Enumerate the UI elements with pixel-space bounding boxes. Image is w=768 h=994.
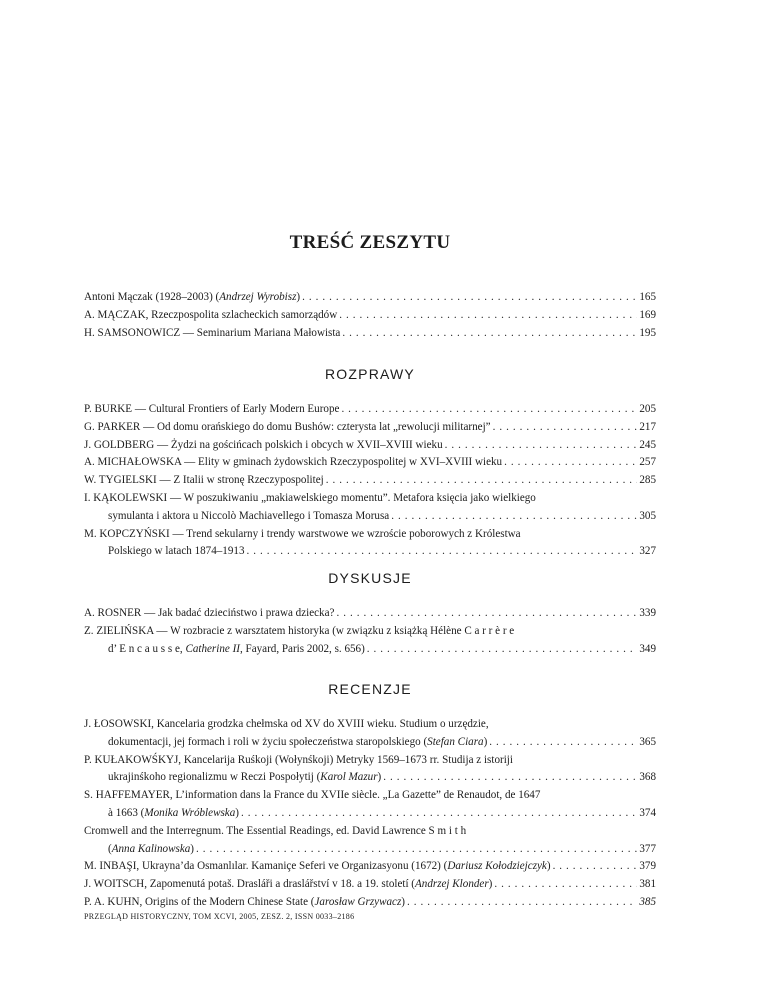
text-segment: ) [235,806,239,819]
toc-entry-line [84,508,656,526]
text-segment: W. TYGIELSKI — Z Italii w stronę Rzeczypospolitej [84,474,324,487]
text-segment: A. MĄCZAK, Rzeczpospolita szlacheckich samorządów [84,308,338,321]
reviewer-name: Jarosław Grzywacz [314,895,402,908]
toc-page [84,0,656,994]
toc-entry-text [84,526,521,544]
toc-entry-line [84,841,656,859]
text-segment: Cromwell and the Interregnum. The Essential Readings, ed. David Lawrence S m i t h [84,824,467,837]
toc-entry-line [84,401,656,419]
toc-entry[interactable] [84,894,656,912]
toc-entry-text [84,752,513,770]
page-number: 327 [639,545,656,558]
reviewer-name: Andrzej Wyrobisz [219,291,297,303]
toc-entry-text [84,325,340,343]
dot-leader [342,325,637,343]
text-segment: I. KĄKOLEWSKI — W poszukiwaniu „makiawelskiego momentu”. Metafora księcia jako wielkiego [84,491,536,504]
text-segment: ) [377,771,382,784]
page-number: 379 [639,860,656,873]
dot-leader [553,858,638,876]
toc-entry-text [84,623,514,641]
dot-leader [407,894,637,912]
toc-entry-line [84,325,656,343]
text-segment: dokumentacji, jej formach i roli w życiu społeczeństwa staropolskiego ( [108,735,428,748]
toc-entry-text [84,454,502,472]
text-segment: Z. ZIELIŃSKA — W rozbracie z warsztatem historyka (w związku z książką Hélène C a r r è r e [84,624,515,637]
text-segment: P. BURKE — Cultural Frontiers of Early Modern Europe [84,403,340,415]
toc-entry-line [84,526,656,544]
dot-leader [341,401,637,419]
toc-entry-line [84,454,656,472]
text-segment: A. MICHAŁOWSKA — Elity w gminach żydowskich Rzeczypospolitej w XVI–XVIII wieku [84,456,503,469]
toc-entry[interactable] [84,876,656,894]
reviewer-name: Stefan Ciara [427,735,484,748]
reviewer-name: Monika Wróblewska [144,806,236,819]
text-segment: Antoni Mączak (1928–2003) ( [84,291,220,303]
text-segment: d’ E n c a u s s e, [108,642,186,655]
page-number: 381 [639,878,656,891]
toc-entry-text [84,787,540,805]
toc-entry[interactable] [84,289,656,307]
toc-entry-line [84,769,656,787]
rozprawy-entries [84,401,656,561]
text-segment: S. HAFFEMAYER, L’information dans la France du XVIIe siècle. „La Gazette” de Renaudot, de 1647 [84,789,541,802]
toc-entry-line [84,716,656,734]
toc-entry-text [108,734,487,752]
page-title: TREŚĆ ZESZYTU [289,232,451,253]
toc-entry-text [84,472,324,490]
toc-entry-text [108,543,245,561]
text-segment: à 1663 ( [108,806,145,819]
toc-entry-text [84,401,339,419]
toc-entry-text [108,841,194,859]
dot-leader [302,289,637,307]
text-segment: M. INBAŞI, Ukrayna’da Osmanlılar. Kamaniçe Seferi ve Organizasyonu (1672) ( [84,860,448,873]
text-segment: ) [190,842,194,855]
toc-entry-line [84,472,656,490]
toc-entry-text [108,641,365,659]
dot-leader [383,769,637,787]
toc-entry[interactable] [84,823,656,859]
dot-leader [494,876,637,894]
dot-leader [493,419,638,437]
recenzje-entries [84,716,656,912]
toc-entry-line [84,437,656,455]
toc-entry-text [84,490,536,508]
toc-entry-text [108,769,381,787]
page-number: 195 [639,326,656,339]
text-segment: J. GOLDBERG — Żydzi na gościńcach polskich i obcych w XVII–XVIII wieku [84,438,443,451]
toc-entry-text [84,823,466,841]
section-heading-recenzje: RECENZJE [328,681,412,697]
toc-entry-line [84,289,656,307]
toc-entry-line [84,623,656,641]
text-segment: M. KOPCZYŃSKI — Trend sekularny i trendy warstwowe we wzroście poborowych z Królestwa [84,527,521,540]
dot-leader [445,437,638,455]
page-number: 339 [639,607,656,619]
toc-entry[interactable] [84,490,656,526]
dot-leader [504,454,637,472]
reviewer-name: Anna Kalinowska [111,842,191,855]
reviewer-name: Andrzej Klonder [415,878,489,891]
toc-entry[interactable] [84,858,656,876]
text-segment: ) [483,735,488,748]
dot-leader [489,734,637,752]
reviewer-name: Dariusz Kołodziejczyk [447,860,547,873]
text-segment: J. WOITSCH, Zapomenutá potaš. Draslářі a draslářství v 18. a 19. století ( [84,878,415,891]
toc-entry[interactable] [84,623,656,659]
toc-entry[interactable] [84,401,656,419]
toc-entry-text [84,289,300,307]
page-number: 205 [639,403,656,415]
toc-entry[interactable] [84,526,656,562]
section-heading-dyskusje: DYSKUSJE [328,570,412,586]
toc-entry-text [108,508,389,526]
text-segment: P. KUŁAKOWŚKYJ, Kancelarija Ruśkoji (Wołynśkoji) Metryky 1569–1673 rr. Studija z istoriji [84,753,513,766]
toc-entry-text [84,419,491,437]
text-segment: A. ROSNER — Jak badać dzieciństwo i prawa dziecka? [84,607,335,619]
toc-entry-text [84,307,337,325]
dot-leader [196,841,637,859]
toc-entry-text [84,605,334,623]
toc-entry-line [84,858,656,876]
text-segment: H. SAMSONOWICZ — Seminarium Mariana Małowista [84,326,341,339]
toc-entry[interactable] [84,419,656,437]
journal-footer: PRZEGLĄD HISTORYCZNY, TOM XCVI, 2005, ZESZ. 2, ISSN 0033–2186 [84,912,355,921]
toc-entry-line [84,752,656,770]
page-number: 377 [639,842,656,855]
toc-entry-text [84,437,443,455]
toc-entry-text [84,876,492,894]
reviewer-name: Karol Mazur [320,771,378,784]
toc-entry[interactable] [84,605,656,623]
text-segment: , Fayard, Paris 2002, s. 656) [239,642,365,655]
page-number: 165 [639,291,656,303]
dot-leader [247,543,638,561]
section-heading-rozprawy: ROZPRAWY [325,366,415,382]
toc-entry[interactable] [84,752,656,788]
text-segment: Polskiego w latach 1874–1913 [108,545,245,558]
toc-entry[interactable] [84,716,656,752]
dot-leader [339,307,637,325]
toc-entry-text [84,894,405,912]
page-number: 305 [639,509,656,522]
page-number: 285 [639,474,656,487]
dot-leader [336,605,637,623]
toc-entry-line [84,894,656,912]
text-segment: ukrajinśkoho regionalizmu w Reczi Pospołytij ( [108,771,321,784]
toc-entry-line [84,605,656,623]
text-segment: ) [546,860,551,873]
page-number: 169 [639,308,656,321]
text-segment: ) [401,895,405,908]
toc-entry[interactable] [84,307,656,325]
toc-entry[interactable] [84,472,656,490]
page-number: 245 [639,438,656,451]
text-segment: J. ŁOSOWSKI, Kancelaria grodzka chełmska od XV do XVIII wieku. Studium o urzędzie, [84,718,489,730]
toc-entry-line [84,307,656,325]
toc-entry-line [84,641,656,659]
page-number: 385 [639,895,656,908]
text-segment: symulanta i aktora u Niccolò Machiavellego i Tomasza Morusa [108,509,390,522]
text-segment: ( [108,842,112,855]
intro-entries [84,289,656,342]
page-number: 217 [639,420,656,433]
toc-entry-line [84,805,656,823]
dot-leader [391,508,637,526]
toc-entry-line [84,419,656,437]
toc-entry-text [84,716,489,734]
reviewer-name: Catherine II [185,642,240,655]
text-segment: P. A. KUHN, Origins of the Modern Chinese State ( [84,895,315,908]
page-number: 374 [639,806,656,819]
dyskusje-entries [84,605,656,658]
dot-leader [326,472,638,490]
toc-entry-line [84,490,656,508]
toc-entry-text [108,805,239,823]
toc-entry[interactable] [84,437,656,455]
toc-entry[interactable] [84,454,656,472]
page-number: 368 [639,771,656,784]
dot-leader [241,805,637,823]
toc-entry[interactable] [84,787,656,823]
toc-entry-line [84,823,656,841]
page-number: 349 [639,642,656,655]
toc-entry-line [84,543,656,561]
text-segment: G. PARKER — Od domu orańskiego do domu Bushów: czterysta lat „rewolucji militarnej” [84,420,491,433]
dot-leader [367,641,638,659]
text-segment: ) [488,878,493,891]
page-number: 365 [639,735,656,748]
toc-entry-line [84,876,656,894]
toc-entry-line [84,734,656,752]
page-number: 257 [639,456,656,469]
text-segment: ) [296,291,301,303]
toc-entry-line [84,787,656,805]
toc-entry[interactable] [84,325,656,343]
toc-entry-text [84,858,551,876]
